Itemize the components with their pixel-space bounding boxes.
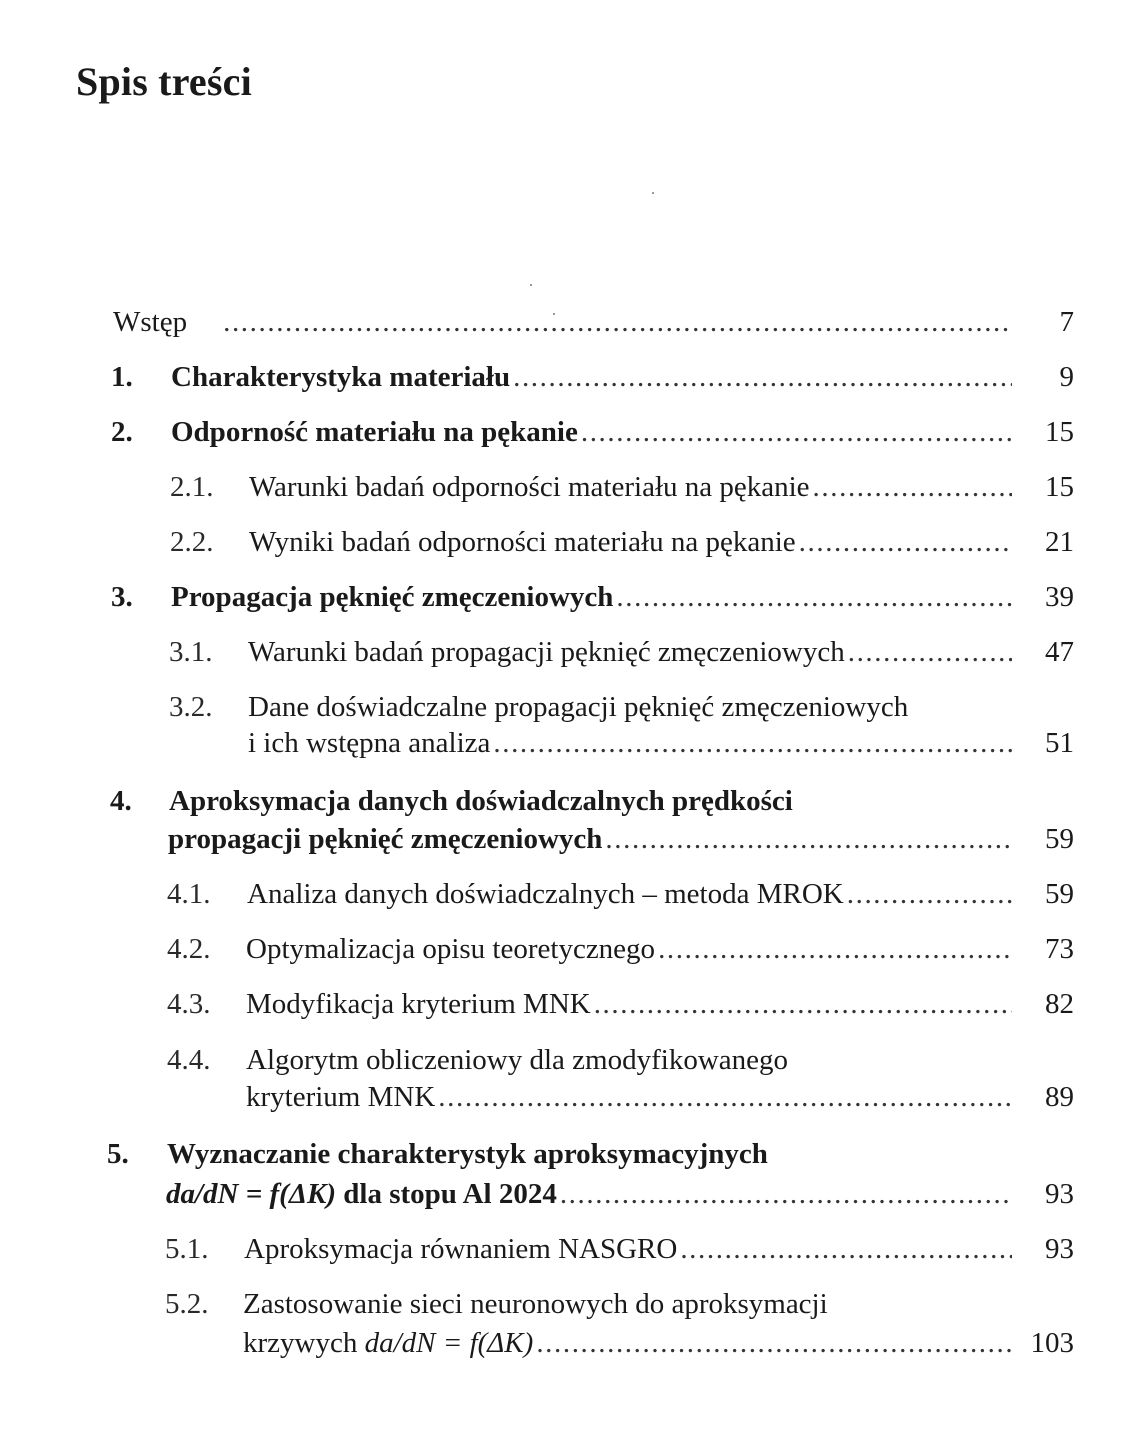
toc-entry-title: i ich wstępna analiza bbox=[248, 727, 491, 759]
toc-page-number: 51 bbox=[1045, 727, 1074, 759]
dot-leader bbox=[438, 1079, 1012, 1115]
toc-entry-title-line1: Zastosowanie sieci neuronowych do aproksymacji bbox=[243, 1288, 828, 1320]
toc-page-number: 15 bbox=[1045, 416, 1074, 448]
toc-entry-number: 1. bbox=[111, 361, 133, 393]
toc-entry-title: Odporność materiału na pękanie bbox=[171, 416, 578, 448]
dot-leader bbox=[658, 931, 1012, 967]
toc-entry-title: Modyfikacja kryterium MNK bbox=[246, 988, 591, 1020]
dot-leader bbox=[493, 725, 1012, 761]
toc-entry-title: kryterium MNK bbox=[246, 1081, 436, 1113]
toc-page-number: 9 bbox=[1059, 361, 1074, 393]
dot-leader bbox=[616, 579, 1012, 615]
toc-page-number: 59 bbox=[1045, 823, 1074, 855]
dot-leader bbox=[536, 1325, 1012, 1361]
dot-leader bbox=[581, 414, 1012, 450]
formula: da/dN = f(ΔK) bbox=[364, 1327, 534, 1359]
toc-entry-title: Warunki badań odporności materiału na pękanie bbox=[249, 471, 810, 503]
toc-entry-number: 3.1. bbox=[169, 636, 213, 668]
toc-page-number: 7 bbox=[1059, 306, 1074, 338]
dot-leader bbox=[605, 821, 1012, 857]
dot-leader bbox=[560, 1176, 1012, 1212]
dot-leader bbox=[847, 876, 1012, 912]
toc-entry-title-line1: Dane doświadczalne propagacji pęknięć zmęczeniowych bbox=[248, 691, 909, 723]
toc-entry-number: 4. bbox=[110, 785, 132, 817]
toc-entry-number: 2.1. bbox=[170, 471, 214, 503]
toc-entry-title-line1: Wyznaczanie charakterystyk aproksymacyjnych bbox=[167, 1138, 768, 1170]
toc-page-number: 15 bbox=[1045, 471, 1074, 503]
toc-page-number: 82 bbox=[1045, 988, 1074, 1020]
toc-entry-title: Propagacja pęknięć zmęczeniowych bbox=[171, 581, 614, 613]
toc-entry-number: 3. bbox=[111, 581, 133, 613]
toc-page-number: 89 bbox=[1045, 1081, 1074, 1113]
toc-entry-number: 2. bbox=[111, 416, 133, 448]
toc-entry-title: propagacji pęknięć zmęczeniowych bbox=[168, 823, 603, 855]
toc-entry-number: 4.1. bbox=[167, 878, 211, 910]
formula: da/dN = f(ΔK) bbox=[166, 1178, 337, 1210]
toc-entry-title: Analiza danych doświadczalnych – metoda MROK bbox=[247, 878, 844, 910]
toc-entry-number: 3.2. bbox=[169, 691, 213, 723]
toc-entry-number: 2.2. bbox=[170, 526, 214, 558]
toc-page-number: 73 bbox=[1045, 933, 1074, 965]
toc-page-number: 39 bbox=[1045, 581, 1074, 613]
toc-entry-number: 4.4. bbox=[167, 1044, 211, 1076]
toc-entry-title-line1: Aproksymacja danych doświadczalnych prędkości bbox=[169, 785, 793, 817]
toc-entry-title: Optymalizacja opisu teoretycznego bbox=[246, 933, 656, 965]
toc-entry-number: 4.3. bbox=[167, 988, 211, 1020]
toc-page-number: 103 bbox=[1030, 1327, 1074, 1359]
scan-speck bbox=[530, 284, 532, 286]
dot-leader bbox=[813, 469, 1012, 505]
toc-page-number: 21 bbox=[1045, 526, 1074, 558]
toc-entry-title-line1: Algorytm obliczeniowy dla zmodyfikowanego bbox=[246, 1044, 789, 1076]
dot-leader bbox=[680, 1231, 1012, 1267]
toc-page-number: 93 bbox=[1045, 1233, 1074, 1265]
toc-entry-title: Aproksymacja równaniem NASGRO bbox=[244, 1233, 678, 1265]
toc-page-number: 93 bbox=[1045, 1178, 1074, 1210]
toc-entry-number: 5.1. bbox=[165, 1233, 209, 1265]
toc-entry-number: 5.2. bbox=[165, 1288, 209, 1320]
dot-leader bbox=[594, 986, 1012, 1022]
toc-page-number: 47 bbox=[1045, 636, 1074, 668]
dot-leader bbox=[223, 304, 1012, 340]
toc-entry-title: da/dN = f(ΔK) dla stopu Al 2024 bbox=[166, 1178, 557, 1210]
toc-page-number: 59 bbox=[1045, 878, 1074, 910]
scan-speck bbox=[652, 192, 654, 194]
toc-entry-title: Wyniki badań odporności materiału na pękanie bbox=[249, 526, 796, 558]
dot-leader bbox=[799, 524, 1012, 560]
dot-leader bbox=[513, 359, 1012, 395]
page-title: Spis treści bbox=[76, 59, 252, 104]
toc-entry-number: 5. bbox=[107, 1138, 129, 1170]
toc-entry-title: Warunki badań propagacji pęknięć zmęczeniowych bbox=[248, 636, 845, 668]
toc-entry-number: 4.2. bbox=[167, 933, 211, 965]
toc-entry-title: Charakterystyka materiału bbox=[171, 361, 511, 393]
dot-leader bbox=[848, 634, 1012, 670]
toc-entry-title: krzywych da/dN = f(ΔK) bbox=[243, 1327, 534, 1359]
toc-entry-title: Wstęp bbox=[113, 306, 188, 338]
